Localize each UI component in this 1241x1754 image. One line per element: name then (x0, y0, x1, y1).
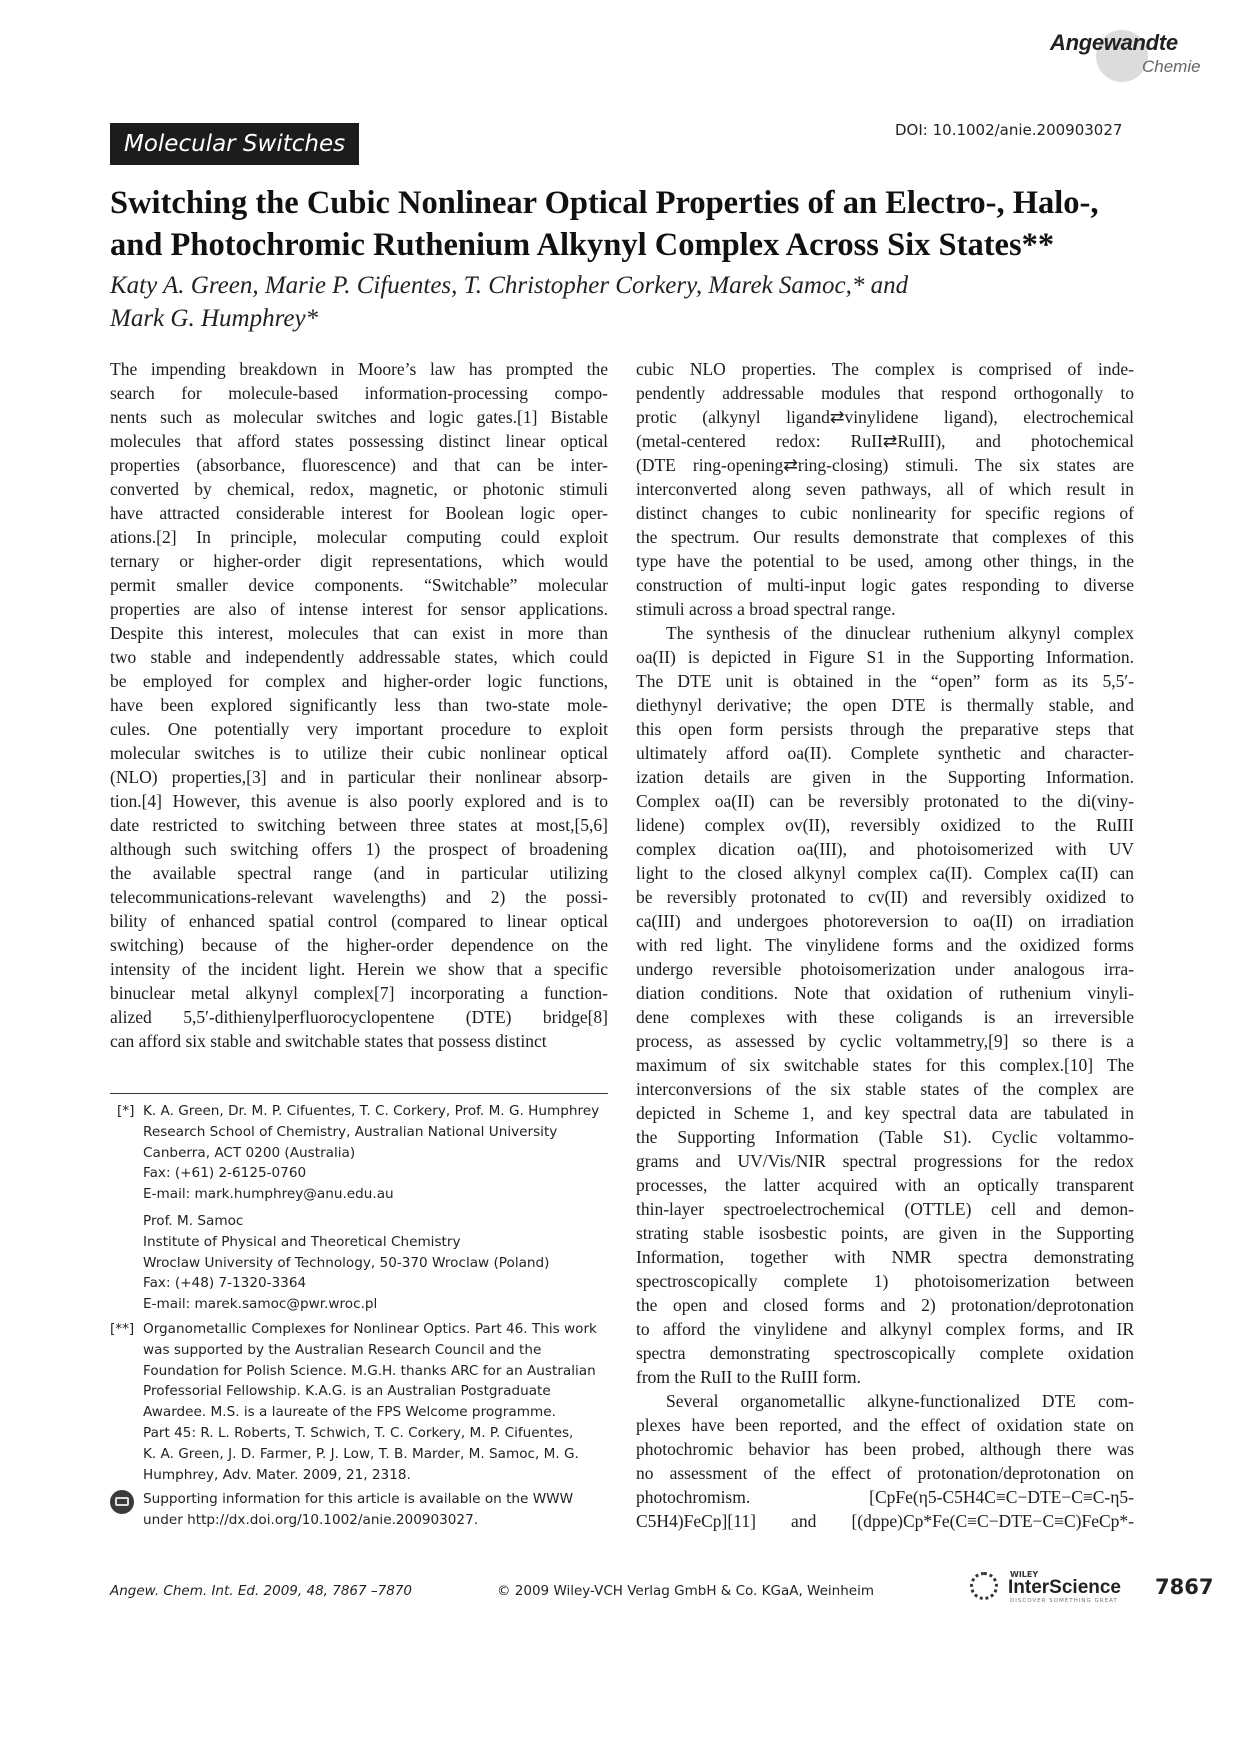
body-column-left (110, 357, 608, 1053)
body-line: strating stable isosbestic points, are given in the Supporting (636, 1223, 1134, 1243)
body-line: cubic NLO properties. The complex is comprised of inde- (636, 359, 1134, 379)
body-line: this open form persists through the preparative steps that (636, 719, 1134, 739)
footnotes (110, 1101, 610, 1535)
body-line: the open and closed forms and 2) protonation/deprotonation (636, 1295, 1134, 1315)
body-line: binuclear metal alkynyl complex[7] incorporating a function- (110, 983, 608, 1003)
footnote-mark: [*] (117, 1103, 135, 1119)
body-line: The synthesis of the dinuclear ruthenium alkynyl complex (666, 623, 1134, 643)
footnote-line: Fax: (+48) 7-1320-3364 (143, 1275, 307, 1292)
body-line: photochromism. [CpFe(η5-C5H4C≡C−DTE−C≡C-η5- (636, 1487, 1134, 1507)
body-line: have been explored significantly less than two-state mole- (110, 695, 608, 715)
body-line: Information, together with NMR spectra demonstrating (636, 1247, 1134, 1267)
footnote-line: Institute of Physical and Theoretical Chemistry (143, 1233, 461, 1250)
body-line: maximum of six switchable states for this complex.[10] The (636, 1055, 1134, 1075)
body-line: permit smaller device components. “Switchable” molecular (110, 575, 608, 595)
author-list (110, 269, 1150, 335)
body-line: lidene) complex ov(II), reversibly oxidized to the RuIII (636, 815, 1134, 835)
body-line: ization details are given in the Supporting Information. (636, 767, 1134, 787)
body-line: search for molecule-based information-processing compo- (110, 383, 608, 403)
footnote-line: under http://dx.doi.org/10.1002/anie.200903027. (143, 1512, 479, 1529)
body-line: The DTE unit is obtained in the “open” form as its 5,5′- (636, 671, 1134, 691)
body-line: photochromic behavior has been probed, although there was (636, 1439, 1134, 1459)
affiliation-block (143, 1211, 610, 1315)
body-line: diation conditions. Note that oxidation of ruthenium vinyli- (636, 983, 1134, 1003)
body-line: (metal-centered redox: RuII⇄RuIII), and photochemical (636, 431, 1134, 451)
footnote-line: Humphrey, Adv. Mater. 2009, 21, 2318. (143, 1466, 411, 1483)
body-line: processes, the latter acquired with an optically transparent (636, 1175, 1134, 1195)
publisher-tagline: DISCOVER SOMETHING GREAT (1010, 1598, 1118, 1604)
logo-word-chemie: Chemie (1142, 57, 1201, 76)
body-line: oa(II) is depicted in Figure S1 in the Supporting Information. (636, 647, 1134, 667)
body-line: C5H4)FeCp][11] and [(dppe)Cp*Fe(C≡C−DTE−C≡C)FeCp*- (636, 1511, 1134, 1531)
footnote-line: Organometallic Complexes for Nonlinear Optics. Part 46. This work (143, 1320, 597, 1337)
footnote-supporting-info (110, 1489, 610, 1531)
footnote-line: Canberra, ACT 0200 (Australia) (143, 1144, 356, 1161)
body-line: nents such as molecular switches and logic gates.[1] Bistable (110, 407, 608, 427)
body-line: process, as assessed by cyclic voltammetry,[9] so there is a (636, 1031, 1134, 1051)
body-line: dene complexes with these coligands is an irreversible (636, 1007, 1134, 1027)
body-line: grams and UV/Vis/NIR spectral progressions for the redox (636, 1151, 1134, 1171)
body-line: spectra demonstrating spectroscopically complete oxidation (636, 1343, 1134, 1363)
body-line: Despite this interest, molecules that can exist in more than (110, 623, 608, 643)
body-line: (NLO) properties,[3] and in particular their nonlinear absorp- (110, 767, 608, 787)
supporting-info-icon (110, 1490, 134, 1514)
publisher-small: WILEY (1010, 1570, 1039, 1579)
body-line: protic (alkynyl ligand⇄vinylidene ligand), electrochemical (636, 407, 1134, 427)
body-line: Complex oa(II) can be reversibly protonated to the di(viny- (636, 791, 1134, 811)
footnote-line: Foundation for Polish Science. M.G.H. thanks ARC for an Australian (143, 1362, 596, 1379)
footnote-line: E-mail: mark.humphrey@anu.edu.au (143, 1186, 394, 1203)
footnote-line: Fax: (+61) 2-6125-0760 (143, 1165, 307, 1182)
body-line: cules. One potentially very important procedure to exploit (110, 719, 608, 739)
footer-copyright: © 2009 Wiley-VCH Verlag GmbH & Co. KGaA, Weinheim (497, 1583, 874, 1599)
body-line: type have the potential to be used, among other things, in the (636, 551, 1134, 571)
body-line: thin-layer spectroelectrochemical (OTTLE) cell and demon- (636, 1199, 1134, 1219)
footnote-line: E-mail: marek.samoc@pwr.wroc.pl (143, 1296, 378, 1313)
body-line: properties are also of intense interest for sensor applications. (110, 599, 608, 619)
body-line: properties (absorbance, fluorescence) and that can be inter- (110, 455, 608, 475)
body-line: distinct changes to cubic nonlinearity for specific regions of (636, 503, 1134, 523)
body-line: alized 5,5′-dithienylperfluorocyclopentene (DTE) bridge[8] (110, 1007, 608, 1027)
section-label: Molecular Switches (110, 123, 359, 165)
body-line: (DTE ring-opening⇄ring-closing) stimuli. The six states are (636, 455, 1134, 475)
footnote-line: Part 45: R. L. Roberts, T. Schwich, T. C. Corkery, M. P. Cifuentes, (143, 1424, 574, 1441)
acknowledgement-text (143, 1319, 610, 1485)
footnote-line: Professorial Fellowship. K.A.G. is an Australian Postgraduate (143, 1383, 551, 1400)
body-line: The impending breakdown in Moore’s law has prompted the (110, 359, 608, 379)
journal-logo (1050, 26, 1200, 86)
body-line: intensity of the incident light. Herein we show that a specific (110, 959, 608, 979)
body-line: two stable and independently addressable states, which could (110, 647, 608, 667)
author-line: Katy A. Green, Marie P. Cifuentes, T. Christopher Corkery, Marek Samoc,* and (110, 272, 909, 299)
body-line: spectroscopically complete 1) photoisomerization between (636, 1271, 1134, 1291)
body-line: be reversibly protonated to cv(II) and reversibly oxidized to (636, 887, 1134, 907)
interscience-logo (970, 1570, 1140, 1602)
body-line: ternary or higher-order digit representations, which would (110, 551, 608, 571)
body-line: complex dication oa(III), and photoisomerized with UV (636, 839, 1134, 859)
body-line: with red light. The vinylidene forms and the oxidized forms (636, 935, 1134, 955)
footnote-rule (110, 1093, 608, 1094)
body-line: molecular switches is to utilize their cubic nonlinear optical (110, 743, 608, 763)
body-line: bility of enhanced spatial control (compared to linear optical (110, 911, 608, 931)
footnote-line: K. A. Green, J. D. Farmer, P. J. Low, T. B. Marder, M. Samoc, M. G. (143, 1445, 579, 1462)
footnote-line: Prof. M. Samoc (143, 1212, 244, 1229)
title-line: and Photochromic Ruthenium Alkynyl Complex Across Six States** (110, 227, 1055, 263)
title-line: Switching the Cubic Nonlinear Optical Properties of an Electro-, Halo-, (110, 185, 1099, 221)
logo-word-angewandte: Angewandte (1050, 30, 1178, 55)
body-line: interconverted along seven pathways, all of which result in (636, 479, 1134, 499)
page-number: 7867 (1155, 1575, 1214, 1599)
body-line: the Supporting Information (Table S1). Cyclic voltammo- (636, 1127, 1134, 1147)
footnote-line: Research School of Chemistry, Australian National University (143, 1123, 558, 1140)
body-line: converted by chemical, redox, magnetic, or photonic stimuli (110, 479, 608, 499)
footnote-mark: [**] (110, 1320, 135, 1337)
body-line: stimuli across a broad spectral range. (636, 599, 896, 619)
doi: DOI: 10.1002/anie.200903027 (895, 121, 1123, 139)
footnote-line: Wroclaw University of Technology, 50-370 Wroclaw (Poland) (143, 1254, 550, 1271)
body-line: telecommunications-relevant wavelengths) and 2) the possi- (110, 887, 608, 907)
body-line: depicted in Scheme 1, and key spectral data are tabulated in (636, 1103, 1134, 1123)
body-line: switching) because of the higher-order dependence on the (110, 935, 608, 955)
body-line: construction of multi-input logic gates responding to diverse (636, 575, 1134, 595)
body-line: can afford six stable and switchable states that possess distinct (110, 1031, 547, 1051)
body-line: from the RuII to the RuIII form. (636, 1367, 862, 1387)
body-line: undergo reversible photoisomerization under analogous irra- (636, 959, 1134, 979)
body-line: tion.[4] However, this avenue is also poorly explored and is to (110, 791, 608, 811)
body-line: date restricted to switching between three states at most,[5,6] (110, 815, 608, 835)
publisher-name: InterScience (1008, 1577, 1121, 1598)
footer-journal-citation: Angew. Chem. Int. Ed. 2009, 48, 7867 –7870 (110, 1583, 412, 1599)
author-line: Mark G. Humphrey* (110, 305, 319, 332)
footnote-affiliations (110, 1101, 610, 1315)
body-line: Several organometallic alkyne-functionalized DTE com- (666, 1391, 1134, 1411)
body-line: although such switching offers 1) the prospect of broadening (110, 839, 608, 859)
body-line: ca(III) and undergoes photoreversion to oa(II) on irradiation (636, 911, 1134, 931)
body-line: no assessment of the effect of protonation/deprotonation on (636, 1463, 1134, 1483)
body-line: plexes have been reported, and the effect of oxidation state on (636, 1415, 1134, 1435)
article-title (110, 182, 1150, 266)
body-line: the available spectral range (and in particular utilizing (110, 863, 608, 883)
footnote-line: Awardee. M.S. is a laureate of the FPS Welcome programme. (143, 1404, 556, 1421)
body-line: the spectrum. Our results demonstrate that complexes of this (636, 527, 1134, 547)
body-line: interconversions of the six stable states of the complex are (636, 1079, 1134, 1099)
footnote-line: K. A. Green, Dr. M. P. Cifuentes, T. C. Corkery, Prof. M. G. Humphrey (143, 1103, 600, 1119)
body-line: have attracted considerable interest for Boolean logic oper- (110, 503, 608, 523)
body-line: to afford the vinylidene and alkynyl complex forms, and IR (636, 1319, 1134, 1339)
body-line: pendently addressable modules that respond orthogonally to (636, 383, 1134, 403)
affiliation-block (143, 1101, 610, 1205)
footnote-line: was supported by the Australian Research Council and the (143, 1341, 542, 1358)
body-line: ations.[2] In principle, molecular computing could exploit (110, 527, 608, 547)
body-column-right (636, 357, 1134, 1533)
globe-icon (970, 1572, 998, 1600)
body-line: diethynyl derivative; the open DTE is thermally stable, and (636, 695, 1134, 715)
body-line: molecules that afford states possessing distinct linear optical (110, 431, 608, 451)
footnote-acknowledgement (110, 1319, 610, 1485)
body-line: be employed for complex and higher-order logic functions, (110, 671, 608, 691)
body-line: light to the closed alkynyl complex ca(II). Complex ca(II) can (636, 863, 1134, 883)
footnote-line: Supporting information for this article is available on the WWW (143, 1491, 574, 1508)
body-line: ultimately afford oa(II). Complete synthetic and character- (636, 743, 1134, 763)
supporting-info-text (143, 1489, 610, 1531)
